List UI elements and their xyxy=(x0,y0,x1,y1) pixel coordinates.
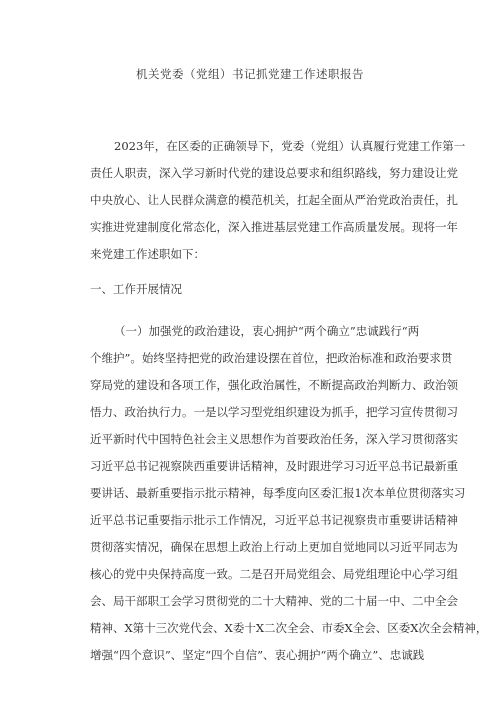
paragraph-line: 实推进党建制度化常态化，深入推进基层党建工作高质量发展。现将一年 xyxy=(90,220,458,234)
paragraph-line: 穿局党的建设和各项工作，强化政治属性，不断提高政治判断力、政治领 xyxy=(90,378,458,392)
paragraph-line: 中央放心、让人民群众满意的模范机关，扛起全面从严治党政治责任，扎 xyxy=(90,193,458,207)
paragraph-line: 悟力、政治执行力。一是以学习型党组织建设为抓手，把学习宣传贯彻习 xyxy=(90,405,458,419)
paragraph-line: 精神、X第十三次党代会、X委十X二次全会、市委X全会、区委X次全会精神， xyxy=(90,621,488,635)
document-title: 机关党委（党组）书记抓党建工作述职报告 xyxy=(136,67,364,81)
paragraph-line: 核心的党中央保持高度一致。二是召开局党组会、局党组理论中心学习组 xyxy=(90,567,458,581)
paragraph-line: 要讲话、最新重要指示批示精神，每季度向区委汇报1次本单位贯彻落实习 xyxy=(90,486,466,500)
paragraph-line: 来党建工作述职如下： xyxy=(90,247,205,261)
paragraph-line: 近平总书记重要指示批示工作情况，习近平总书记视察贵市重要讲话精神 xyxy=(90,513,458,527)
section-paragraph xyxy=(90,318,488,669)
paragraph-line: 近平新时代中国特色社会主义思想作为首要政治任务，深入学习贯彻落实 xyxy=(90,432,458,446)
paragraph-line: （一）加强党的政治建设，衷心拥护“两个确立”忠诚践行“两 xyxy=(114,324,420,338)
paragraph-line: 会、局干部职工会学习贯彻党的二十大精神、党的二十届一中、二中全会 xyxy=(90,594,458,608)
paragraph-line: 2023年，在区委的正确领导下，党委（党组）认真履行党建工作第一 xyxy=(114,139,466,153)
paragraph-line: 增强“四个意识”、坚定“四个自信”、衷心拥护“两个确立”、忠诚践 xyxy=(90,648,425,662)
paragraph-line: 贯彻落实情况，确保在思想上政治上行动上更加自觉地同以习近平同志为 xyxy=(90,540,458,554)
section-heading: 一、工作开展情况 xyxy=(90,282,182,296)
paragraph-line: 习近平总书记视察陕西重要讲话精神，及时跟进学习习近平总书记最新重 xyxy=(90,459,458,473)
intro-paragraph xyxy=(90,133,466,268)
paragraph-line: 个维护”。始终坚持把党的政治建设摆在首位，把政治标准和政治要求贯 xyxy=(90,351,453,365)
paragraph-line: 责任人职责，深入学习新时代党的建设总要求和组织路线，努力建设让党 xyxy=(90,166,458,180)
